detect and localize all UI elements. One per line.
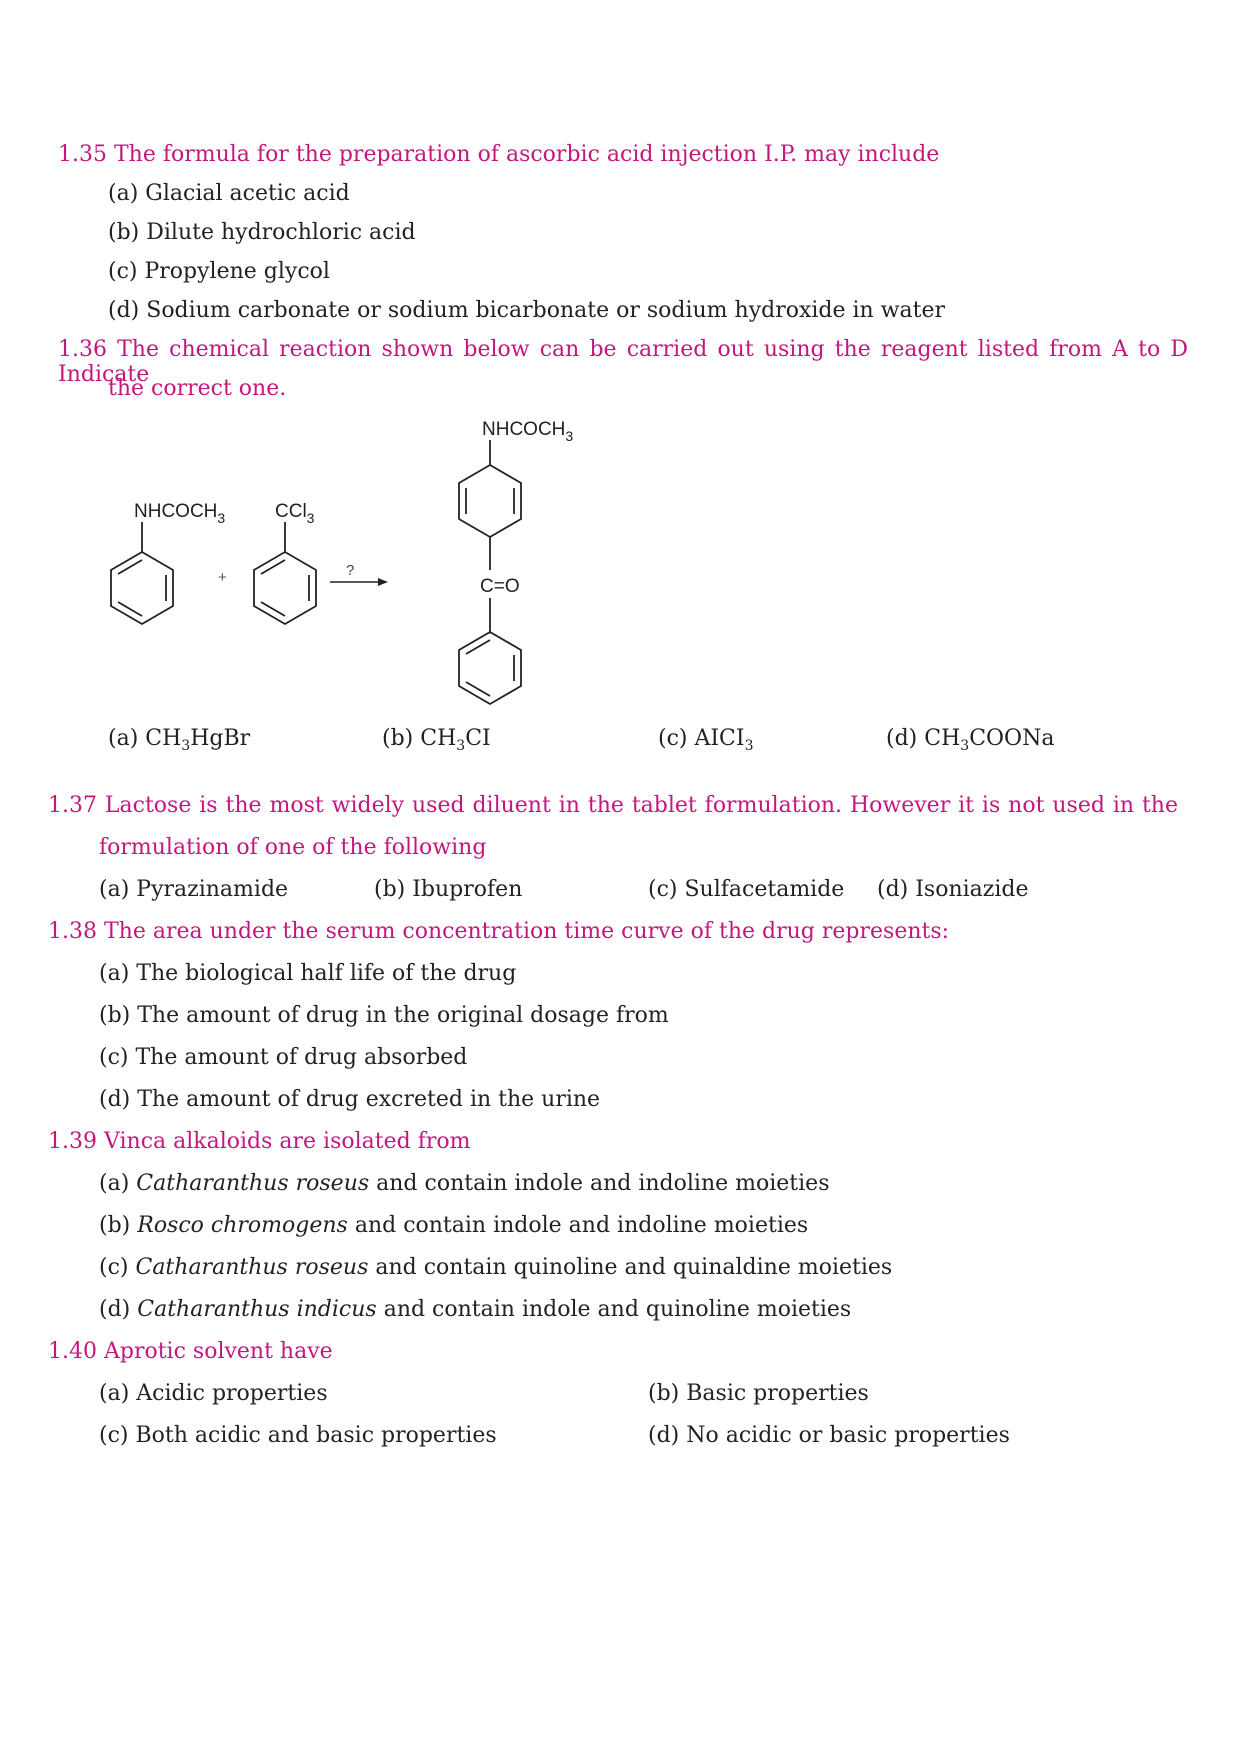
reactant-benzotrichloride xyxy=(254,501,316,624)
question-number: 1.38 xyxy=(48,919,97,944)
question-number: 1.40 xyxy=(48,1339,97,1364)
option-a: (a) Pyrazinamide xyxy=(99,877,289,902)
option-c: (c) Catharanthus roseus and contain quinoline and quinaldine moieties xyxy=(99,1255,893,1280)
question-number: 1.37 xyxy=(48,793,97,818)
question-1-40 xyxy=(48,1339,333,1364)
option-d: (d) $CH_3COONa$ xyxy=(886,726,1055,754)
carbonyl-group: C=O xyxy=(480,576,520,597)
question-1-37 xyxy=(48,793,1178,818)
question-number: 1.36 xyxy=(58,337,107,362)
reactant2-substituent-label: CCl$_3$ xyxy=(275,501,315,526)
option-a: (a) The biological half life of the drug xyxy=(99,961,517,986)
option-a: (a) Acidic properties xyxy=(99,1381,328,1406)
option-b: (b) $CH_3CI$ xyxy=(382,726,491,754)
product-benzophenone xyxy=(459,419,573,704)
question-text: The area under the serum concentration time curve of the drug represents: xyxy=(103,919,950,944)
option-b: (b) Dilute hydrochloric acid xyxy=(108,220,416,245)
question-text-continued: the correct one. xyxy=(108,376,287,401)
option-d: (d) Sodium carbonate or sodium bicarbonate or sodium hydroxide in water xyxy=(108,298,946,323)
option-c: (c) Both acidic and basic properties xyxy=(99,1423,497,1448)
reactant-acetanilide xyxy=(111,501,225,624)
product-top-label: $NHCOCH_3$ xyxy=(482,419,574,444)
question-text: The formula for the preparation of ascorbic acid injection I.P. may include xyxy=(113,142,940,167)
question-number: 1.39 xyxy=(48,1129,97,1154)
reaction-scheme xyxy=(0,410,1241,710)
question-text: Lactose is the most widely used diluent in the tablet formulation. However it is not used in the xyxy=(104,793,1178,818)
option-c: (c) Sulfacetamide xyxy=(648,877,845,902)
plus-sign: + xyxy=(218,569,227,586)
question-text-continued: formulation of one of the following xyxy=(99,835,487,860)
option-a: (a) Glacial acetic acid xyxy=(108,181,350,206)
option-a: (a) Catharanthus roseus and contain indole and indoline moieties xyxy=(99,1171,830,1196)
option-c: (c) The amount of drug absorbed xyxy=(99,1045,468,1070)
option-d: (d) No acidic or basic properties xyxy=(648,1423,1010,1448)
question-1-39 xyxy=(48,1129,470,1154)
reaction-arrow xyxy=(330,578,388,586)
option-b: (b) Ibuprofen xyxy=(374,877,523,902)
question-1-35 xyxy=(58,142,939,167)
option-a: (a) $CH_3HgBr$ xyxy=(108,726,251,754)
reactant1-substituent-label: $NHCOCH_3$ xyxy=(134,501,226,526)
option-b: (b) The amount of drug in the original dosage from xyxy=(99,1003,669,1028)
option-b: (b) Basic properties xyxy=(648,1381,869,1406)
question-1-38 xyxy=(48,919,949,944)
question-text: Vinca alkaloids are isolated from xyxy=(103,1129,471,1154)
option-d: (d) The amount of drug excreted in the urine xyxy=(99,1087,601,1112)
question-text: Aprotic solvent have xyxy=(103,1339,333,1364)
option-d: (d) Catharanthus indicus and contain indole and quinoline moieties xyxy=(99,1297,852,1322)
option-c: (c) Propylene glycol xyxy=(108,259,330,284)
question-number: 1.35 xyxy=(58,142,107,167)
option-d: (d) Isoniazide xyxy=(877,877,1029,902)
question-text: The chemical reaction shown below can be carried out using the reagent listed from A to D Indicate xyxy=(58,337,1188,387)
reaction-condition: ? xyxy=(346,562,355,579)
option-c: (c) $AICI_3$ xyxy=(658,726,754,754)
option-b: (b) Rosco chromogens and contain indole and indoline moieties xyxy=(99,1213,809,1238)
